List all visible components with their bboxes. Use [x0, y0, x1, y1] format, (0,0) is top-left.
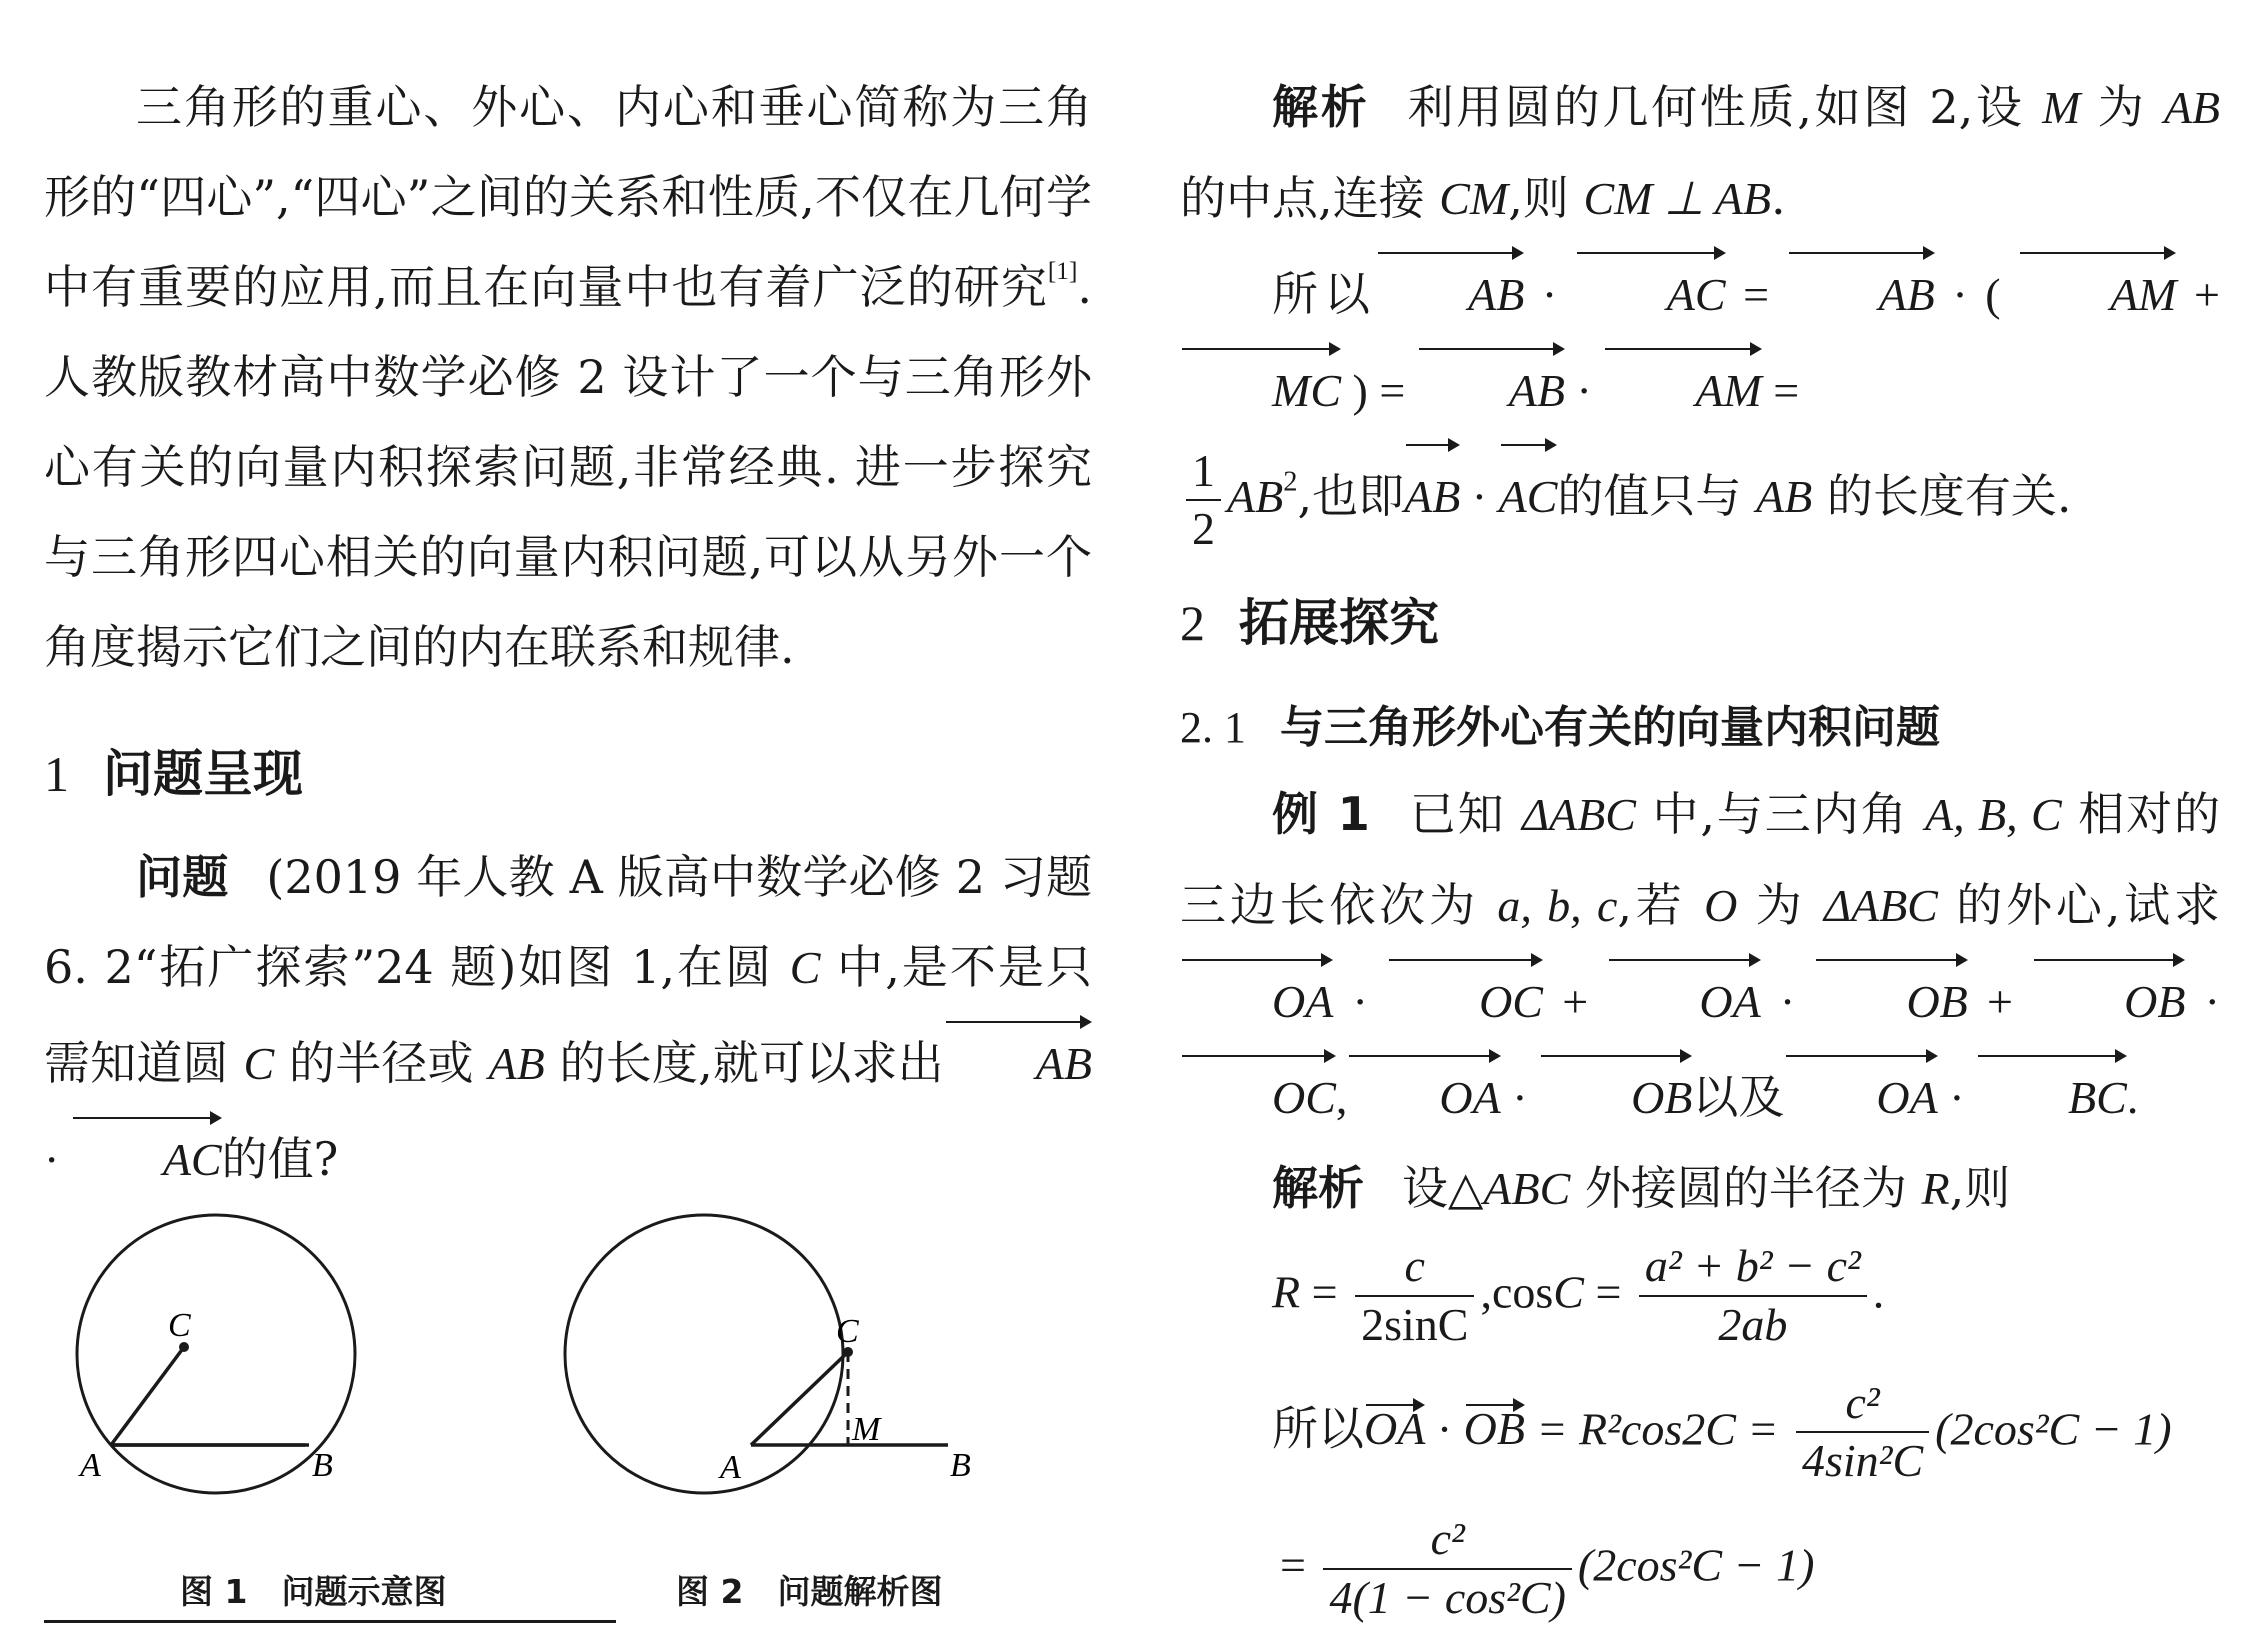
section-number: 2 [1180, 595, 1205, 652]
example-lead: 例 1 [1272, 787, 1370, 842]
vector-ac: AC [1499, 436, 1558, 552]
math-var: M [2042, 82, 2081, 133]
figure-1 [77, 1215, 355, 1493]
problem-text: 的半径或 [274, 1036, 489, 1090]
example-text: 的外心,试求 [1937, 878, 2220, 933]
example-text: 为 [1737, 878, 1824, 933]
vector-oa: OA [1784, 1047, 1937, 1143]
denominator: 2 [1192, 503, 1215, 554]
figure-caption-text: 问题示意图 [281, 1572, 447, 1611]
math-var: C [789, 942, 821, 993]
math-perp: CM ⊥ AB [1583, 173, 1771, 224]
denominator: 4sin²C [1801, 1435, 1924, 1487]
equation-1b [1180, 436, 2220, 553]
equals: = [1761, 365, 1800, 416]
math-var: ABC [1483, 1163, 1571, 1215]
figure-2 [565, 1215, 971, 1493]
equals: = [1379, 365, 1417, 416]
cos: cos [1491, 1266, 1554, 1318]
paren: ( [1985, 269, 2019, 320]
plus: + [1542, 976, 1608, 1028]
vector-oa: OA [1180, 951, 1333, 1047]
example-text: 已知 [1407, 787, 1523, 842]
left-column [44, 62, 1092, 1205]
analysis-1-paragraph [1180, 62, 2220, 244]
equals: = [1280, 1539, 1318, 1591]
dot-operator: · [1500, 1072, 1540, 1124]
analysis-2-paragraph [1180, 1143, 2220, 1234]
section-number: 2. 1 [1180, 703, 1246, 753]
label-m: M [852, 1411, 881, 1448]
citation-ref: [1] [1047, 256, 1078, 285]
equation-2 [1180, 1242, 2220, 1349]
math-var: AB [1756, 471, 1813, 522]
math-var: A, B, C [1925, 789, 2062, 841]
example-text: 以及 [1692, 1070, 1785, 1125]
section-2-1-heading [1180, 691, 2220, 755]
vector-ob: OB [1814, 951, 1967, 1047]
fraction-c2-alt [1323, 1515, 1571, 1622]
vector-ab: AB [1376, 244, 1524, 340]
vector-bc: BC [1976, 1047, 2127, 1143]
math-var: O [1704, 880, 1738, 932]
equation-3 [1180, 1376, 2220, 1487]
figure-diagrams [44, 1212, 1092, 1622]
vector-ob: OB [2032, 951, 2185, 1047]
vector-mc: MC [1180, 340, 1341, 436]
analysis-text: 的中点,连接 [1180, 171, 1440, 225]
denominator: 2ab [1718, 1298, 1788, 1350]
right-column [1180, 62, 2220, 1622]
equals: = [1300, 1266, 1350, 1318]
math-var: R [1921, 1163, 1950, 1215]
vector-am: AM [2018, 244, 2176, 340]
math-expr: (2cos²C − 1) [1935, 1403, 2172, 1455]
fraction-c2 [1796, 1376, 1929, 1487]
fraction-half [1186, 444, 1221, 554]
problem-text: 的值? [221, 1132, 339, 1186]
example-text: 相对的三边长依次为 [1180, 787, 2221, 933]
equals: = [1725, 269, 1787, 320]
vector-am: AM [1603, 340, 1761, 436]
comma: , [1480, 1266, 1492, 1318]
vector-ob: OB [1539, 1047, 1692, 1143]
analysis-text: ,则 [1949, 1161, 2011, 1216]
dot-operator: · [1564, 365, 1604, 416]
section-title: 拓展探究 [1239, 594, 1439, 653]
eq-text: ,也即 [1297, 469, 1405, 523]
numerator: c² [1796, 1379, 1929, 1433]
section-2-heading [1180, 583, 2220, 655]
vector-ac: AC [1575, 244, 1726, 340]
circle-c [565, 1215, 843, 1493]
vector-ab: AB [944, 1013, 1092, 1109]
numerator: c [1355, 1242, 1474, 1296]
denominator: 2sinC [1361, 1298, 1469, 1350]
math-var: ΔABC [1522, 789, 1636, 841]
radius-ca [111, 1347, 184, 1445]
vector-oa: OA [1607, 951, 1760, 1047]
math-var: C [1553, 1266, 1584, 1318]
period: . [1872, 1266, 1885, 1318]
analysis-text: . [1770, 171, 1786, 225]
math-var: AB [1227, 471, 1284, 522]
vector-oa: OA [1347, 1047, 1500, 1143]
intro-paragraph [44, 62, 1092, 692]
problem-lead: 问题 [136, 850, 229, 904]
section-title: 与三角形外心有关的向量内积问题 [1280, 702, 1940, 754]
equation-4 [1180, 1515, 2220, 1622]
dot-operator: · [1425, 1403, 1464, 1455]
section-number: 1 [44, 746, 69, 802]
plus: + [1967, 976, 2033, 1028]
example-1-paragraph [1180, 769, 2220, 1143]
section-title: 问题呈现 [103, 745, 303, 803]
dot-operator: · [1333, 976, 1388, 1028]
analysis-text: ,则 [1508, 171, 1584, 225]
dot-operator: · [1937, 1072, 1977, 1124]
math-var: AB [488, 1038, 545, 1089]
math-var: AB [2163, 82, 2221, 133]
analysis-lead: 解析 [1272, 1161, 1364, 1216]
footnote-rule [44, 1620, 616, 1623]
intro-text-2: . 人教版教材高中数学必修 2 设计了一个与三角形外心有关的向量内积探索问题,非常经典. 进一步探究与三角形四心相关的向量内积问题,可以从另外一个角度揭示它们之间的内在联系和规律. [44, 260, 1092, 674]
eq-text: 所以 [1272, 1401, 1364, 1456]
figure-number: 图 2 [676, 1572, 744, 1611]
math-var: ΔABC [1823, 880, 1938, 932]
vector-ac: AC [71, 1109, 222, 1205]
dot-operator: · [1524, 269, 1575, 320]
math-var: C [243, 1038, 275, 1089]
analysis-text: 设△ [1402, 1161, 1484, 1216]
math-expr: = R²cos2C = [1524, 1403, 1790, 1455]
vector-oc: OC [1180, 1047, 1336, 1143]
analysis-text: 利用圆的几何性质,如图 2,设 [1407, 80, 2043, 134]
eq-text: 所以 [1272, 267, 1377, 321]
label-b: B [950, 1447, 971, 1484]
radius-ca [751, 1352, 848, 1445]
analysis-text: 外接圆的半径为 [1570, 1161, 1922, 1216]
plus: + [2176, 269, 2220, 320]
analysis-text: 为 [2080, 80, 2164, 134]
dot-operator: · [1760, 976, 1815, 1028]
label-c: C [168, 1307, 191, 1344]
example-text: ,若 [1617, 878, 1705, 933]
fraction-cos [1639, 1242, 1867, 1349]
label-b: B [312, 1447, 333, 1484]
problem-text: 的长度,就可以求出 [544, 1036, 944, 1090]
example-text: 中,与三内角 [1635, 787, 1925, 842]
label-a: A [720, 1449, 741, 1486]
figure-number: 图 1 [180, 1572, 248, 1611]
vector-ab: AB [1787, 244, 1935, 340]
fraction-r [1355, 1242, 1474, 1349]
eq-text: 的值只与 [1557, 469, 1757, 523]
equation-1 [1180, 244, 2220, 436]
dot-operator: · [44, 1134, 71, 1185]
denominator: 4(1 − cos²C) [1329, 1571, 1566, 1623]
numerator: 1 [1186, 447, 1221, 501]
exponent: 2 [1283, 466, 1298, 498]
math-var: CM [1439, 173, 1509, 224]
equals: = [1583, 1266, 1633, 1318]
paren: ) [1341, 365, 1380, 416]
numerator: c² [1323, 1515, 1571, 1569]
label-a: A [80, 1447, 101, 1484]
section-1-heading [44, 734, 1092, 806]
vector-oc: OC [1387, 951, 1543, 1047]
vector-ob: OB [1464, 1396, 1525, 1455]
vector-ab: AB [1417, 340, 1565, 436]
math-expr: (2cos²C − 1) [1577, 1539, 1815, 1591]
label-c: C [836, 1313, 859, 1350]
math-var: a, b, c [1497, 880, 1618, 932]
numerator: a² + b² − c² [1639, 1242, 1867, 1296]
comma: , [1335, 1072, 1348, 1124]
period: . [2126, 1072, 2139, 1124]
eq-text: 的长度有关. [1812, 469, 2072, 523]
dot-operator: · [1934, 269, 1986, 320]
figure-2-caption [676, 1566, 942, 1613]
problem-text: 中,是不是只需知道圆 [44, 940, 1093, 1090]
problem-text: (2019 年人教 A 版高中数学必修 2 习题 6. 2“拓广探索”24 题)如图 1,在圆 [44, 850, 1093, 994]
math-var: R [1272, 1266, 1301, 1318]
vector-ab: AB [1404, 436, 1460, 552]
dot-operator: · [1460, 471, 1499, 522]
analysis-lead: 解析 [1272, 80, 1370, 134]
dot-operator: · [2185, 976, 2220, 1028]
vector-oa: OA [1364, 1396, 1425, 1455]
figures [44, 1212, 1092, 1622]
problem-paragraph [44, 832, 1092, 1205]
figure-1-caption [180, 1566, 446, 1613]
figure-caption-text: 问题解析图 [777, 1572, 943, 1611]
intro-text-1: 三角形的重心、外心、内心和垂心简称为三角形的“四心”,“四心”之间的关系和性质,不仅在几何学中有重要的应用,而且在向量中也有着广泛的研究 [44, 80, 1092, 314]
